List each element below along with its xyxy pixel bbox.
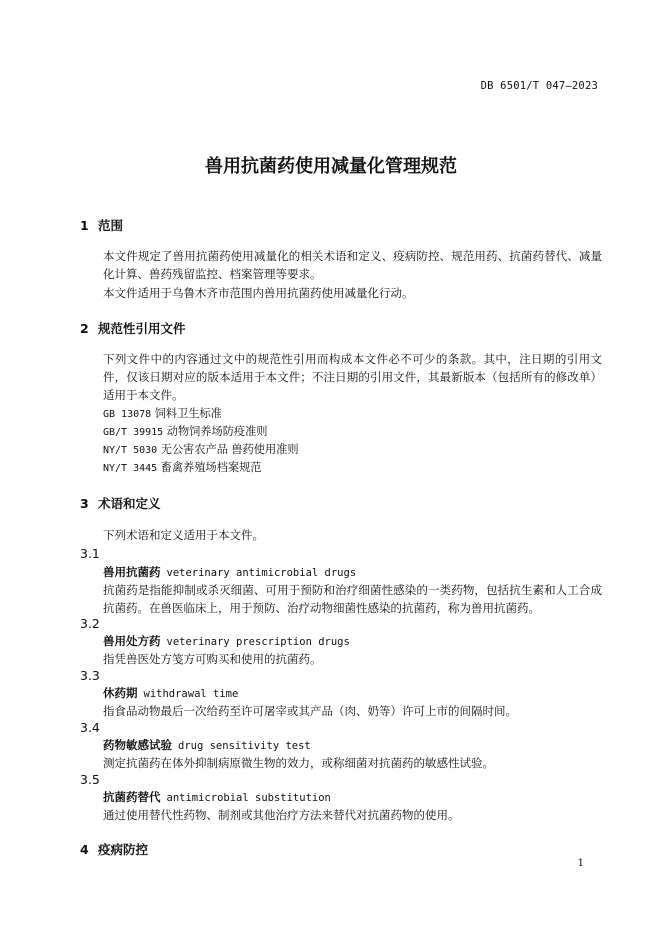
definition-text: 测定抗菌药在体外抑制病原微生物的效力，或称细菌对抗菌药的敏感性试验。 xyxy=(103,756,494,770)
section-title: 术语和定义 xyxy=(98,496,161,511)
reference-name: 饲料卫生标准 xyxy=(154,407,222,420)
section-title: 疫病防控 xyxy=(98,842,149,857)
reference-name: 畜禽养殖场档案规范 xyxy=(160,461,262,474)
section-2-heading xyxy=(80,319,186,337)
paragraph-text: 下列文件中的内容通过文中的规范性引用而构成本文件必不可少的条款。其中，注日期的引用文件，仅该日期对应的版本适用于本文件；不注日期的引用文件，其最新版本（包括所有的修改单）适用于本文件。 xyxy=(103,352,602,402)
section-title: 范围 xyxy=(98,218,124,233)
term-number: 3.3 xyxy=(80,668,100,683)
reference-name: 动物饲养场防疫准则 xyxy=(166,425,268,438)
term-heading xyxy=(103,789,331,805)
term-definition xyxy=(80,806,602,824)
term-definition xyxy=(80,702,602,720)
term-chinese: 药物敏感试验 xyxy=(103,738,172,752)
term-number: 3.5 xyxy=(80,772,100,787)
term-heading xyxy=(103,564,356,580)
definition-text: 指食品动物最后一次给药至许可屠宰或其产品（肉、奶等）许可上市的间隔时间。 xyxy=(103,704,517,718)
definition-text: 指凭兽医处方笺方可购买和使用的抗菌药。 xyxy=(103,652,322,666)
term-chinese: 休药期 xyxy=(103,686,138,700)
reference-item xyxy=(103,423,267,439)
section-1-heading xyxy=(80,216,123,234)
term-definition xyxy=(80,581,602,617)
term-english: antimicrobial substitution xyxy=(166,792,331,804)
term-definition xyxy=(80,650,602,668)
reference-code: NY/T 3445 xyxy=(103,463,158,474)
term-chinese: 兽用抗菌药 xyxy=(103,565,161,579)
term-chinese: 兽用处方药 xyxy=(103,634,161,648)
section-3-intro xyxy=(80,526,602,544)
reference-name: 无公害农产品 兽药使用准则 xyxy=(160,443,299,456)
section-title: 规范性引用文件 xyxy=(98,321,186,336)
reference-item xyxy=(103,405,222,421)
reference-code: GB/T 39915 xyxy=(103,427,164,438)
section-3-heading xyxy=(80,494,161,512)
definition-text: 抗菌药是指能抑制或杀灭细菌、可用于预防和治疗细菌性感染的一类药物，包括抗生素和人工合成抗菌药。在兽医临床上，用于预防、治疗动物细菌性感染的抗菌药，称为兽用抗菌药。 xyxy=(103,583,602,615)
reference-item xyxy=(103,459,261,475)
term-heading xyxy=(103,633,350,649)
section-number: 1 xyxy=(80,218,89,233)
term-english: veterinary prescription drugs xyxy=(166,636,350,648)
paragraph-text: 本文件适用于乌鲁木齐市范围内兽用抗菌药使用减量化行动。 xyxy=(103,286,414,300)
paragraph-text: 下列术语和定义适用于本文件。 xyxy=(103,528,264,542)
reference-code: GB 13078 xyxy=(103,409,152,420)
term-definition xyxy=(80,754,602,772)
page-number: 1 xyxy=(577,858,584,869)
term-number: 3.1 xyxy=(80,546,100,561)
document-code: DB 6501/T 047—2023 xyxy=(480,80,598,92)
term-number: 3.4 xyxy=(80,720,100,735)
section-1-paragraph-1 xyxy=(80,247,602,283)
term-number: 3.2 xyxy=(80,616,100,631)
term-english: veterinary antimicrobial drugs xyxy=(166,567,357,579)
section-number: 3 xyxy=(80,496,89,511)
term-heading xyxy=(103,737,311,753)
term-heading xyxy=(103,685,238,701)
reference-code: NY/T 5030 xyxy=(103,445,158,456)
section-2-paragraph-1 xyxy=(80,350,602,404)
term-english: drug sensitivity test xyxy=(178,740,311,752)
section-number: 2 xyxy=(80,321,89,336)
term-chinese: 抗菌药替代 xyxy=(103,790,161,804)
term-english: withdrawal time xyxy=(143,688,239,700)
section-number: 4 xyxy=(80,842,89,857)
reference-item xyxy=(103,441,299,457)
section-4-heading xyxy=(80,840,148,858)
paragraph-text: 本文件规定了兽用抗菌药使用减量化的相关术语和定义、疫病防控、规范用药、抗菌药替代、减量化计算、兽药残留监控、档案管理等要求。 xyxy=(103,249,602,281)
document-title: 兽用抗菌药使用减量化管理规范 xyxy=(205,156,457,177)
definition-text: 通过使用替代性药物、制剂或其他治疗方法来替代对抗菌药物的使用。 xyxy=(103,808,460,822)
section-1-paragraph-2 xyxy=(80,284,602,302)
